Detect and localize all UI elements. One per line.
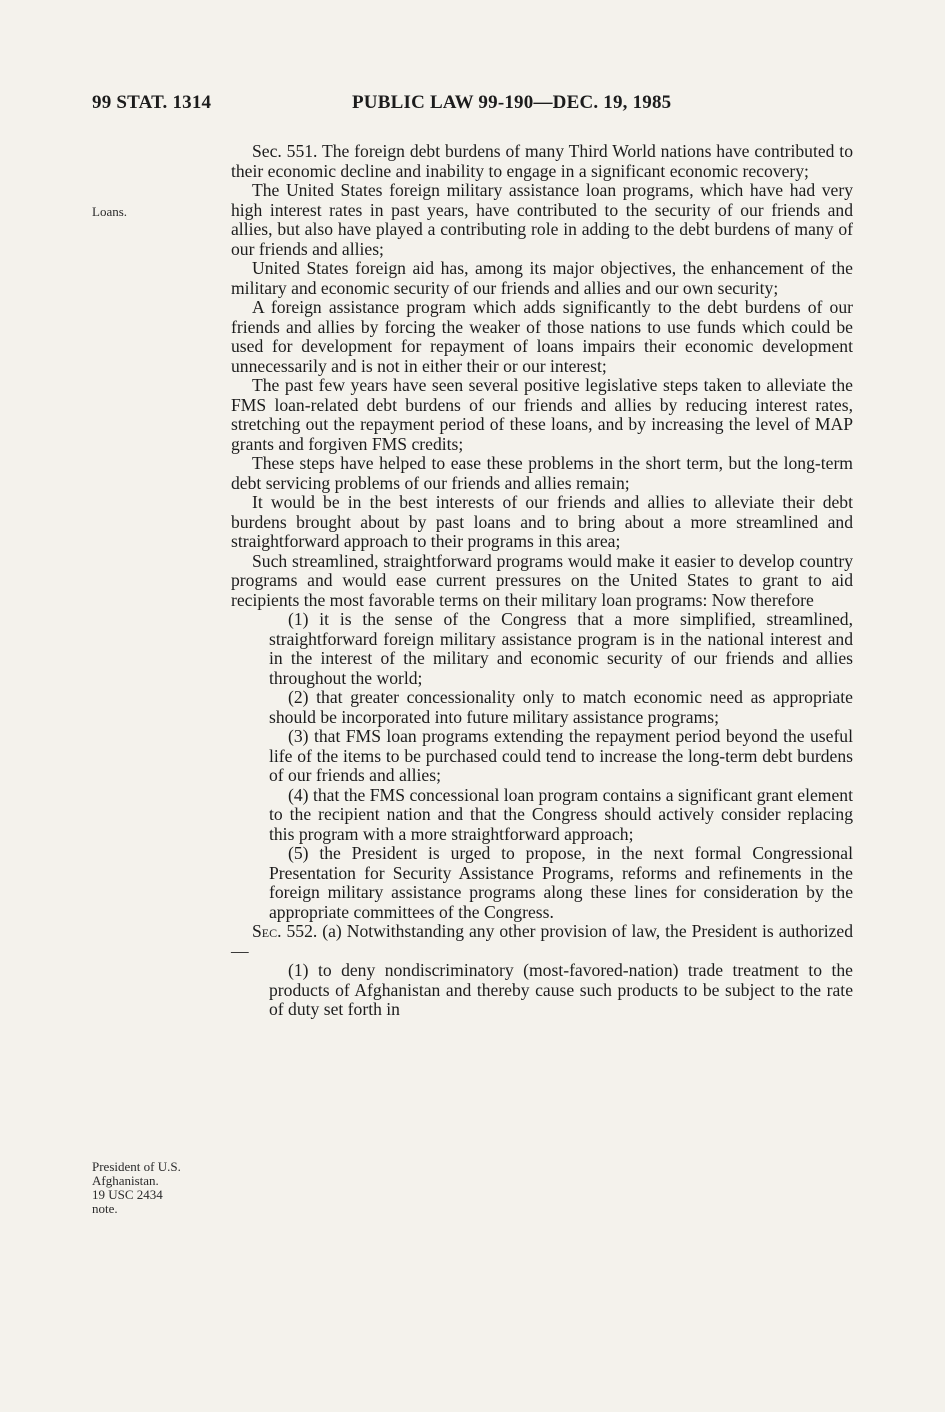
margin-note-line: President of U.S. bbox=[92, 1159, 181, 1174]
list-item-3: (3) that FMS loan programs extending the repayment period beyond the useful life of the items to be purchased could tend to increase the long-term debt burdens of our friends and allies; bbox=[269, 726, 853, 785]
law-title: PUBLIC LAW 99-190—DEC. 19, 1985 bbox=[352, 92, 672, 113]
margin-note-line: note. bbox=[92, 1201, 118, 1216]
section-label: Sec. bbox=[252, 921, 282, 941]
margin-note-line: Afghanistan. bbox=[92, 1173, 159, 1188]
margin-note-president bbox=[92, 1160, 222, 1216]
stat-citation: 99 STAT. 1314 bbox=[92, 92, 212, 113]
section-text: 552. (a) Notwithstanding any other provision of law, the President is authorized— bbox=[231, 921, 853, 961]
list-item-552-1: (1) to deny nondiscriminatory (most-favored-nation) trade treatment to the products of Afghanistan and thereby cause such products to be subject to the rate of duty set forth in bbox=[269, 960, 853, 1019]
margin-note-loans bbox=[92, 205, 222, 219]
list-item-4: (4) that the FMS concessional loan program contains a significant grant element to the recipient nation and that the Congress should actively consider replacing this program with a more straightforward approach; bbox=[269, 784, 853, 844]
document-body bbox=[231, 142, 853, 1020]
list-item-5: (5) the President is urged to propose, in the next formal Congressional Presentation for Security Assistance Programs, reforms and refinements in the foreign military assistance programs along these lines for consideration by the appropriate committees of the Congress. bbox=[269, 843, 853, 922]
paragraph: It would be in the best interests of our friends and allies to alleviate their debt burdens brought about by past loans and to bring about a more streamlined and straightforward approach to their programs in this area; bbox=[231, 492, 853, 551]
paragraph: United States foreign aid has, among its major objectives, the enhancement of the military and economic security of our friends and allies and our own security; bbox=[231, 258, 853, 298]
margin-note-loans-text: Loans. bbox=[92, 204, 128, 219]
list-item-1: (1) it is the sense of the Congress that a more simplified, streamlined, straightforward foreign military assistance program is in the national interest and in the interest of the military and economic security of our friends and allies throughout the world; bbox=[269, 609, 853, 688]
list-item-2: (2) that greater concessionality only to match economic need as appropriate should be incorporated into future military assistance programs; bbox=[269, 687, 853, 727]
paragraph: The past few years have seen several positive legislative steps taken to alleviate the FMS loan-related debt burdens of our friends and allies by reducing interest rates, stretching out the repayment period of these loans, and by increasing the level of MAP grants and forgiven FMS credits; bbox=[231, 375, 853, 454]
paragraph-sec-551: Sec. 551. The foreign debt burdens of many Third World nations have contributed to their economic decline and inability to engage in a significant economic recovery; bbox=[231, 141, 853, 181]
paragraph: A foreign assistance program which adds significantly to the debt burdens of our friends and allies by forcing the weaker of those nations to use funds which could be used for development for repayment of loans impairs their economic development unnecessarily and is not in either their or our interest; bbox=[231, 297, 853, 376]
paragraph-sec-552 bbox=[231, 922, 853, 961]
margin-note-line: 19 USC 2434 bbox=[92, 1187, 163, 1202]
paragraph: These steps have helped to ease these problems in the short term, but the long-term debt servicing problems of our friends and allies remain; bbox=[231, 453, 853, 493]
paragraph: The United States foreign military assistance loan programs, which have had very high interest rates in past years, have contributed to the security of our friends and allies, but also have played a contributing role in adding to the debt burdens of many of our friends and allies; bbox=[231, 180, 853, 259]
paragraph: Such streamlined, straightforward programs would make it easier to develop country programs and would ease current pressures on the United States to grant to aid recipients the most favorable terms on their military loan programs: Now therefore bbox=[231, 550, 853, 610]
